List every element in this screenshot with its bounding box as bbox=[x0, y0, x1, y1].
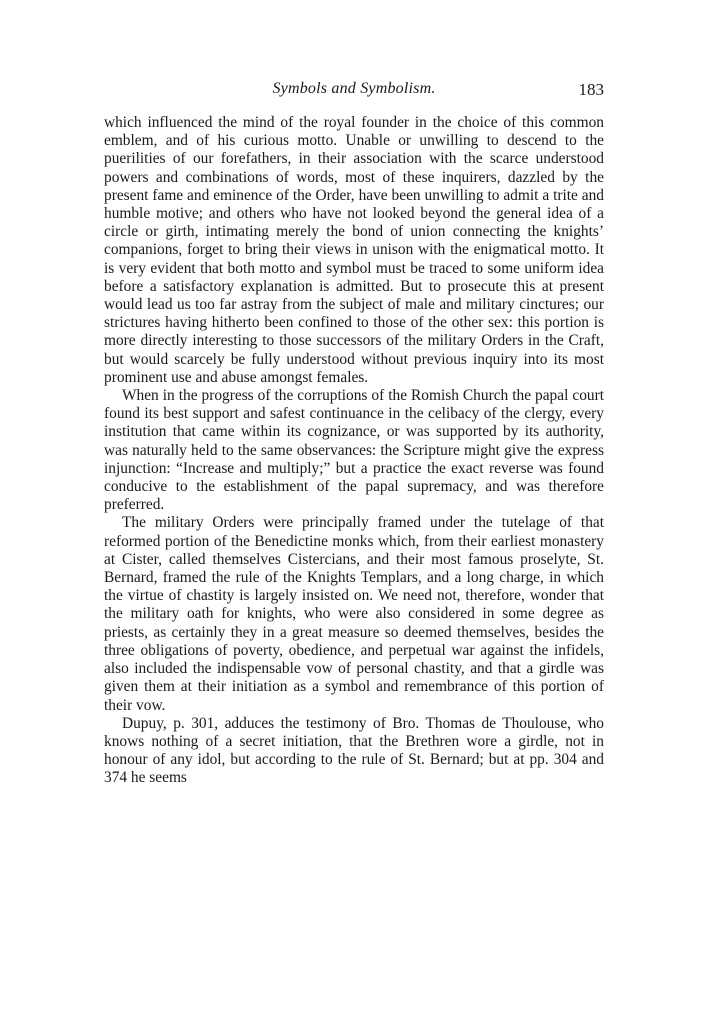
running-head bbox=[104, 80, 604, 106]
paragraph-4: Dupuy, p. 301, adduces the testimony of Bro. Thomas de Thoulouse, who knows nothing of a secret initiation, that the Brethren wore a girdle, not in honour of any idol, but according to the rule of St. Bernard; but at pp. 304 and 374 he seems bbox=[104, 714, 604, 787]
running-title: Symbols and Symbolism. bbox=[272, 80, 436, 97]
paragraph-3: The military Orders were principally framed under the tutelage of that reformed portion of the Benedictine monks which, from their earliest monastery at Cister, called themselves Cistercians, and their most famous proselyte, St. Bernard, framed the rule of the Knights Templars, and a long charge, in which the virtue of chastity is largely insisted on. We need not, therefore, wonder that the military oath for knights, who were also considered in some degree as priests, as certainly they in a great measure so deemed themselves, besides the three obligations of poverty, obedience, and perpetual war against the infidels, also included the indispensable vow of personal chastity, and that a girdle was given them at their initiation as a symbol and remembrance of this portion of their vow. bbox=[104, 514, 604, 714]
paragraph-1: which influenced the mind of the royal founder in the choice of this common emblem, and of his curious motto. Unable or unwilling to descend to the puerilities of our forefathers, in their association with the scarce understood powers and combinations of words, most of these inquirers, dazzled by the present fame and eminence of the Order, have been unwilling to admit a trite and humble motive; and others who have not looked beyond the general idea of a circle or girth, intimating merely the bond of union connecting the knights’ companions, forget to bring their views in unison with the enigmatical motto. It is very evident that both motto and symbol must be traced to some uniform idea before a satisfactory explanation is admitted. But to prosecute this at present would lead us too far astray from the subject of male and military cinctures; our strictures having hitherto been confined to those of the other sex: this portion is more directly interesting to those successors of the military Orders in the Craft, but would scarcely be fully understood without previous inquiry into its most prominent use and abuse amongst females. bbox=[104, 114, 604, 386]
body-text bbox=[104, 114, 604, 788]
paragraph-2: When in the progress of the corruptions of the Romish Church the papal court found its best support and safest continuance in the celibacy of the clergy, every institution that came within its cognizance, or was supported by its authority, was naturally held to the same observances: the Scripture might give the express injunction: “Increase and multiply;” but a practice the exact reverse was found conducive to the establishment of the papal supremacy, and was therefore preferred. bbox=[104, 387, 604, 514]
book-page bbox=[104, 80, 604, 788]
page-number: 183 bbox=[578, 80, 604, 99]
